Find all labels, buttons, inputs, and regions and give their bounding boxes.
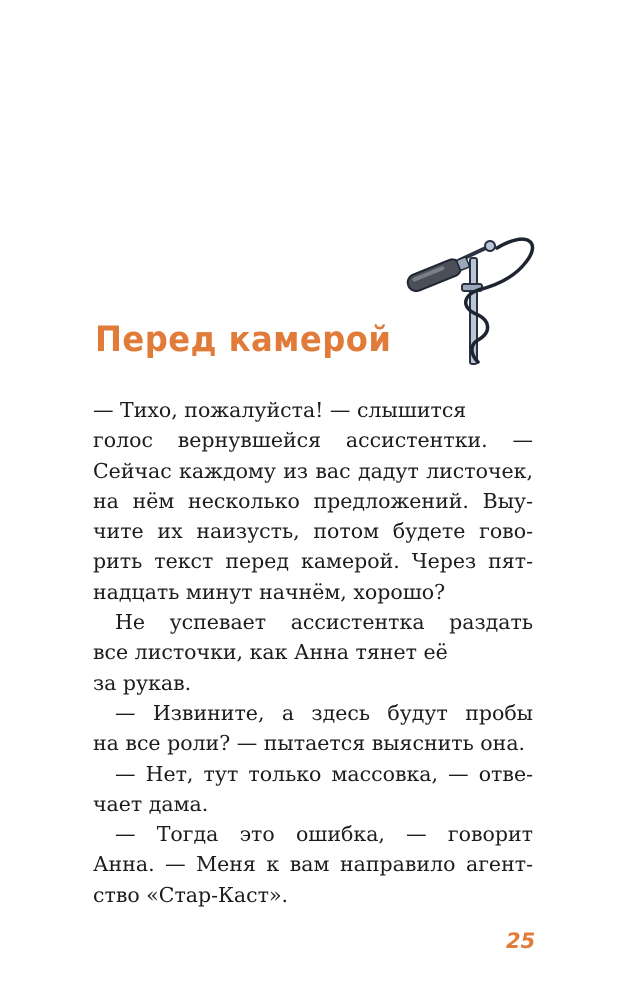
text-line: на нём несколько предложений. Выу-: [93, 488, 533, 513]
text-line: чите их наизусть, потом будете гово-: [93, 519, 533, 544]
text-line: ство «Стар-Каст».: [93, 882, 289, 907]
page-number: 25: [506, 929, 536, 953]
text-line: — Нет, тут только массовка, — отве-: [115, 761, 533, 786]
text-line: Сейчас каждому из вас дадут листочек,: [93, 458, 533, 483]
text-line: голос вернувшейся ассистентки. —: [93, 428, 533, 453]
text-line: на все роли? — пытается выяснить она.: [93, 731, 526, 756]
text-line: за рукав.: [93, 670, 192, 695]
chapter-title: Перед камерой: [95, 320, 392, 360]
text-line: — Тогда это ошибка, — говорит: [115, 822, 533, 847]
text-line: Не успевает ассистентка раздать: [115, 610, 533, 635]
boom-microphone-icon: [402, 228, 542, 366]
text-line: рить текст перед камерой. Через пят-: [93, 549, 533, 574]
text-line: — Тихо, пожалуйста! — слышится: [93, 398, 467, 422]
text-line: чает дама.: [93, 791, 209, 816]
text-line: все листочки, как Анна тянет её: [93, 640, 448, 665]
body-text: [93, 395, 533, 910]
text-line: надцать минут начнём, хорошо?: [93, 579, 446, 604]
text-line: Анна. — Меня к вам направило агент-: [93, 852, 533, 877]
text-line: — Извините, а здесь будут пробы: [115, 700, 533, 725]
